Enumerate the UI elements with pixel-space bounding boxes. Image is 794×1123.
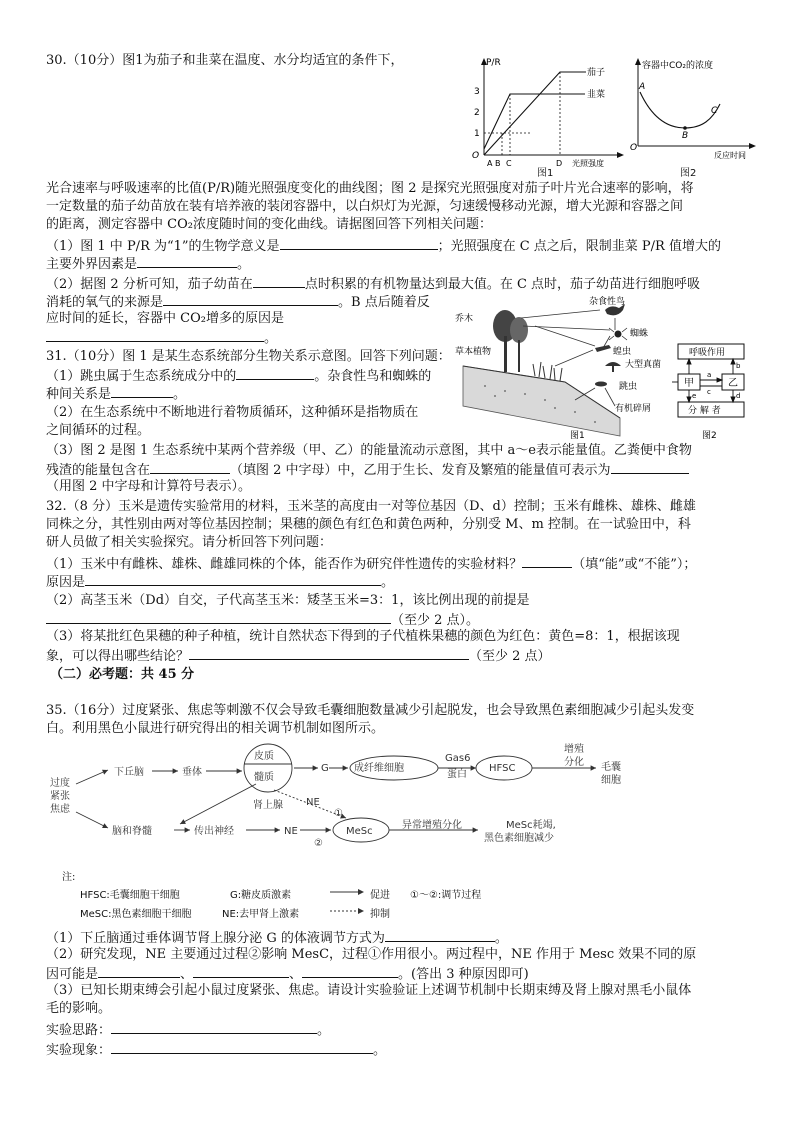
fig1-legend-eggplant: 茄子 <box>587 68 606 78</box>
q32-p2: （2）高茎玉米（Dd）自交，子代高茎玉米：矮茎玉米=3：1，该比例出现的前提是 <box>46 593 530 608</box>
q32-lead: 32.（8 分）玉米是遗传实验常用的材料，玉米茎的高度由一对等位基因（D、d）控制；玉米有雌株、雄株、雌雄 <box>46 499 696 514</box>
q32-p1a: （1）玉米中有雌株、雄株、雌雄同株的个体，能否作为研究伴性遗传的实验材料？ <box>46 557 523 572</box>
answer-blank[interactable] <box>302 964 398 978</box>
q35-p3-cont: 毛的影响。 <box>46 1001 112 1016</box>
answer-blank[interactable] <box>236 366 314 380</box>
diagram-outcome: 黑色素细胞减少 <box>484 833 554 844</box>
q35-p2d: 、 <box>289 967 303 982</box>
label-herb: 草本植物 <box>455 347 492 357</box>
fig1-xtick: B <box>495 159 501 168</box>
fig2-letter-d: d <box>736 392 741 400</box>
q35-p1b: 。 <box>494 931 508 946</box>
diagram-proliferation: 分化 <box>564 757 584 768</box>
label-fungi: 大型真菌 <box>625 360 662 370</box>
q30-figure1 <box>470 55 630 175</box>
diagram-hair-follicle: 细胞 <box>601 775 621 786</box>
answer-blank[interactable] <box>189 646 469 660</box>
q30-p1 <box>46 236 746 256</box>
q30-line1: 光合速率与呼吸速率的比值(P/R)随光照强度变化的曲线图；图 2 是探究光照强度对茄子叶片光合速率的影响，将 <box>46 181 694 196</box>
note-process: ①～②:调节过程 <box>410 890 482 901</box>
q35-line1: 白。利用黑色小鼠进行研究得出的相关调节机制如图所示。 <box>46 721 385 736</box>
answer-blank[interactable] <box>163 292 338 306</box>
fig2-caption: 图2 <box>680 168 697 179</box>
answer-blank[interactable] <box>111 1020 317 1034</box>
diagram-pituitary: 垂体 <box>182 767 202 778</box>
q35-p3-idea <box>46 1020 746 1040</box>
answer-blank[interactable] <box>111 1040 373 1054</box>
answer-blank[interactable] <box>193 964 289 978</box>
diagram-stimulus: 紧张 <box>50 791 70 802</box>
q30-p2 <box>46 274 746 294</box>
q31-figure2 <box>672 340 752 445</box>
note-promote-arrow-icon <box>330 887 366 897</box>
q32-p1c: 原因是 <box>46 575 86 590</box>
q32-p1-cont <box>46 572 746 592</box>
answer-blank[interactable] <box>46 610 391 624</box>
answer-blank[interactable] <box>253 274 305 288</box>
q35-p3-phen <box>46 1040 746 1060</box>
q35-p2b: 因可能是 <box>46 967 99 982</box>
note-inhibit-arrow-icon <box>330 906 366 916</box>
fig2-letter-c: c <box>707 388 711 396</box>
q31-p2: （2）在生态系统中不断地进行着物质循环，这种循环是指物质在 <box>46 405 419 420</box>
q35-p2: （2）研究发现，NE 主要通过过程②影响 MesC，过程①作用很小。两过程中，NE 作用于 Mesc 效果不同的原 <box>46 947 697 962</box>
fig1-xtick: A <box>487 159 493 168</box>
q30-p1c: 主要外界因素是 <box>46 257 138 272</box>
q30-p2d: 。B 点后随着反 <box>338 295 430 310</box>
diagram-mesc: MeSc <box>346 826 373 837</box>
label-omnivorous-bird: 杂食性鸟 <box>589 297 626 307</box>
note-mesc: MeSC:黑色素细胞干细胞 <box>80 909 192 920</box>
fig2-decomposer-box: 分 解 者 <box>688 406 721 416</box>
fig2-point-a: A <box>639 82 646 92</box>
fig1-origin: O <box>472 151 480 161</box>
fig2-letter-a: a <box>707 371 712 379</box>
diagram-abnormal-diff: 异常增殖分化 <box>402 820 462 831</box>
label-springtail: 跳虫 <box>619 382 638 392</box>
q35-p3c: 实验思路： <box>46 1023 112 1038</box>
label-spider: 蜘蛛 <box>630 329 649 339</box>
q32-p2b: （至少 2 点）。 <box>391 613 480 628</box>
q31-p1c: 种间关系是 <box>46 387 112 402</box>
diagram-proliferation: 增殖 <box>564 744 584 755</box>
q32-p1d: 。 <box>381 575 395 590</box>
fig2-point-b: B <box>682 131 689 141</box>
diagram-outcome: MeSc耗竭, <box>506 820 556 831</box>
fig1-series-leek <box>484 94 585 149</box>
label-detritus: 有机碎屑 <box>615 404 652 414</box>
section-title: （二）必考题：共 45 分 <box>50 667 195 682</box>
note-promote: 促进 <box>370 890 390 901</box>
fig1-ytick: 2 <box>474 108 480 118</box>
diagram-process-2: ② <box>314 838 323 849</box>
label-locust: 蝗虫 <box>613 347 632 357</box>
q32-p3c: （至少 2 点） <box>469 649 551 664</box>
q35-p3f: 。 <box>373 1043 387 1058</box>
note-title: 注: <box>62 872 76 883</box>
diagram-medulla: 髓质 <box>254 772 274 783</box>
diagram-efferent-nerve: 传出神经 <box>194 826 234 837</box>
diagram-stimulus: 焦虑 <box>50 804 70 815</box>
note-ne: NE:去甲肾上激素 <box>222 909 300 920</box>
fig1-series-eggplant <box>484 72 585 155</box>
answer-blank[interactable] <box>85 572 381 586</box>
fig2-xlabel: 反应时间 <box>714 151 746 160</box>
diagram-ne-lower: NE <box>284 826 298 837</box>
fig2-letter-e: e <box>692 392 697 400</box>
diagram-process-1: ① <box>334 808 343 819</box>
fig2-ylabel: 容器中CO₂的浓度 <box>642 61 713 71</box>
diagram-hypothalamus: 下丘脑 <box>114 767 144 778</box>
q31-p1d: 。 <box>173 387 187 402</box>
label-tree: 乔木 <box>455 314 474 324</box>
fig2-letter-b: b <box>736 362 741 370</box>
q30-p2b: 点时积累的有机物量达到最大值。在 C 点时，茄子幼苗进行细胞呼吸 <box>304 277 701 292</box>
answer-blank[interactable] <box>611 460 689 474</box>
q35-p1 <box>46 928 746 948</box>
q35-p3: （3）已知长期束缚会引起小鼠过度紧张、焦虑。请设计实验验证上述调节机制中长期束缚及肾上腺对黑毛小鼠体 <box>46 983 692 998</box>
answer-blank[interactable] <box>280 236 438 250</box>
fig1-ylabel: P/R <box>486 58 501 68</box>
q31-p3: （3）图 2 是图 1 生态系统中某两个营养级（甲、乙）的能量流动示意图，其中 a～e表示能量值。乙粪便中食物 <box>46 443 692 458</box>
fig1-caption: 图1 <box>537 168 554 179</box>
diagram-fibroblast: 成纤维细胞 <box>354 763 404 774</box>
q31-lead: 31.（10分）图 1 是某生态系统部分生物关系示意图。回答下列问题： <box>46 349 451 364</box>
diagram-stimulus: 过度 <box>50 778 70 789</box>
q30-p2c: 消耗的氧气的来源是 <box>46 295 164 310</box>
fig2-respiration-box: 呼吸作用 <box>689 348 726 358</box>
fig1-xtick: C <box>506 159 512 168</box>
q32-p1 <box>46 554 746 574</box>
q35-p2e: 。(答出 3 种原因即可) <box>398 967 529 982</box>
diagram-hfsc: HFSC <box>489 763 516 774</box>
note-inhibit: 抑制 <box>370 909 390 920</box>
q30-line3: 的距离，测定容器中 CO₂浓度随时间的变化曲线。请据图回答下列相关问题： <box>46 217 492 232</box>
q31-p1b: 。杂食性鸟和蜘蛛的 <box>314 369 432 384</box>
q31-p3-cont2: （用图 2 中字母和计算符号表示）。 <box>46 479 252 494</box>
answer-blank[interactable] <box>46 328 264 342</box>
q32-p3b: 象，可以得出哪些结论？ <box>46 649 190 664</box>
q32-p3: （3）将某批红色果穗的种子种植，统计自然状态下得到的子代植株果穗的颜色为红色：黄色=8：1，根据该现 <box>46 629 680 644</box>
note-hfsc: HFSC:毛囊细胞干细胞 <box>80 890 180 901</box>
q31-p2-cont: 之间循环的过程。 <box>46 423 151 438</box>
answer-blank[interactable] <box>111 384 173 398</box>
q32-p1b: （填“能”或“不能”）； <box>572 557 697 572</box>
q35-p2-cont <box>46 964 746 984</box>
q32-p3-cont <box>46 646 746 666</box>
q35-p3e: 实验现象： <box>46 1043 112 1058</box>
q30-p1-cont <box>46 254 746 274</box>
answer-blank[interactable] <box>137 254 237 268</box>
q30-p1b: ；光照强度在 C 点之后，限制韭菜 P/R 值增大的 <box>437 239 721 254</box>
q35-p1a: （1）下丘脑通过垂体调节肾上腺分泌 G 的体液调节方式为 <box>46 931 385 946</box>
q30-p2f: 。 <box>264 331 278 346</box>
answer-blank[interactable] <box>522 554 572 568</box>
q31-figure1 <box>455 296 670 446</box>
fig1-ytick: 3 <box>474 87 480 97</box>
q31-fig1-caption: 图1 <box>570 431 585 441</box>
q30-p1a: （1）图 1 中 P/R 为“1”的生物学意义是 <box>46 239 280 254</box>
q30-p2a: （2）据图 2 分析可知，茄子幼苗在 <box>46 277 253 292</box>
answer-blank[interactable] <box>98 964 180 978</box>
q30-p1d: 。 <box>237 257 251 272</box>
diagram-gas6: 蛋白 <box>447 769 467 780</box>
fig2-point-c: C <box>711 106 718 116</box>
fig2-origin: O <box>630 143 638 153</box>
q30-p2e: 应时间的延长，容器中 CO₂增多的原因是 <box>46 311 284 326</box>
q35-diagram <box>46 742 646 862</box>
q31-p3b: 残渣的能量包含在 <box>46 463 151 478</box>
note-g: G:糖皮质激素 <box>230 890 292 901</box>
diagram-cortex: 皮质 <box>254 751 274 762</box>
q30-line2: 一定数量的茄子幼苗放在装有培养液的装闭容器中，以白炽灯为光源，匀速缓慢移动光源，增大光源和容器之间 <box>46 199 684 214</box>
q32-line2: 研人员做了相关实验探究。请分析回答下列问题： <box>46 535 333 550</box>
q32-line1: 同株之分，其性别由两对等位基因控制；果穗的颜色有红色和黄色两种，分别受 M、m 控制。在一试验田中，科 <box>46 517 691 532</box>
fig1-ytick: 1 <box>474 129 480 139</box>
q31-p3c: （填图 2 中字母）中，乙用于生长、发育及繁殖的能量值可表示为 <box>230 463 611 478</box>
fig1-legend-leek: 韭菜 <box>587 90 606 100</box>
answer-blank[interactable] <box>150 460 230 474</box>
diagram-brain-spinal: 脑和脊髓 <box>112 826 152 837</box>
fig2-level-jia: 甲 <box>684 378 694 389</box>
q35-p3d: 。 <box>317 1023 331 1038</box>
diagram-adrenal: 肾上腺 <box>253 800 283 811</box>
diagram-hair-follicle: 毛囊 <box>601 762 621 773</box>
q32-p2-cont <box>46 610 746 630</box>
diagram-g: G <box>321 763 329 774</box>
fig2-curve <box>640 92 720 128</box>
fig1-xtick: D <box>556 159 563 168</box>
q30-figure2 <box>630 58 760 168</box>
diagram-gas6: Gas6 <box>445 753 471 764</box>
q31-fig2-caption: 图2 <box>702 431 717 441</box>
q31-p1a: （1）跳虫属于生态系统成分中的 <box>46 369 237 384</box>
fig2-level-yi: 乙 <box>728 378 738 389</box>
q35-p2c: 、 <box>180 967 194 982</box>
q35-lead: 35.（16分）过度紧张、焦虑等刺激不仅会导致毛囊细胞数量减少引起脱发，也会导致黑色素细胞减少引起头发变 <box>46 703 695 718</box>
answer-blank[interactable] <box>385 928 495 942</box>
fig1-xlabel: 光照强度 <box>572 159 604 168</box>
q31-p3-cont <box>46 460 746 480</box>
diagram-ne-upper: NE <box>306 797 320 808</box>
q30-lead: 30.（10分）图1为茄子和韭菜在温度、水分均适宜的条件下， <box>46 53 404 68</box>
